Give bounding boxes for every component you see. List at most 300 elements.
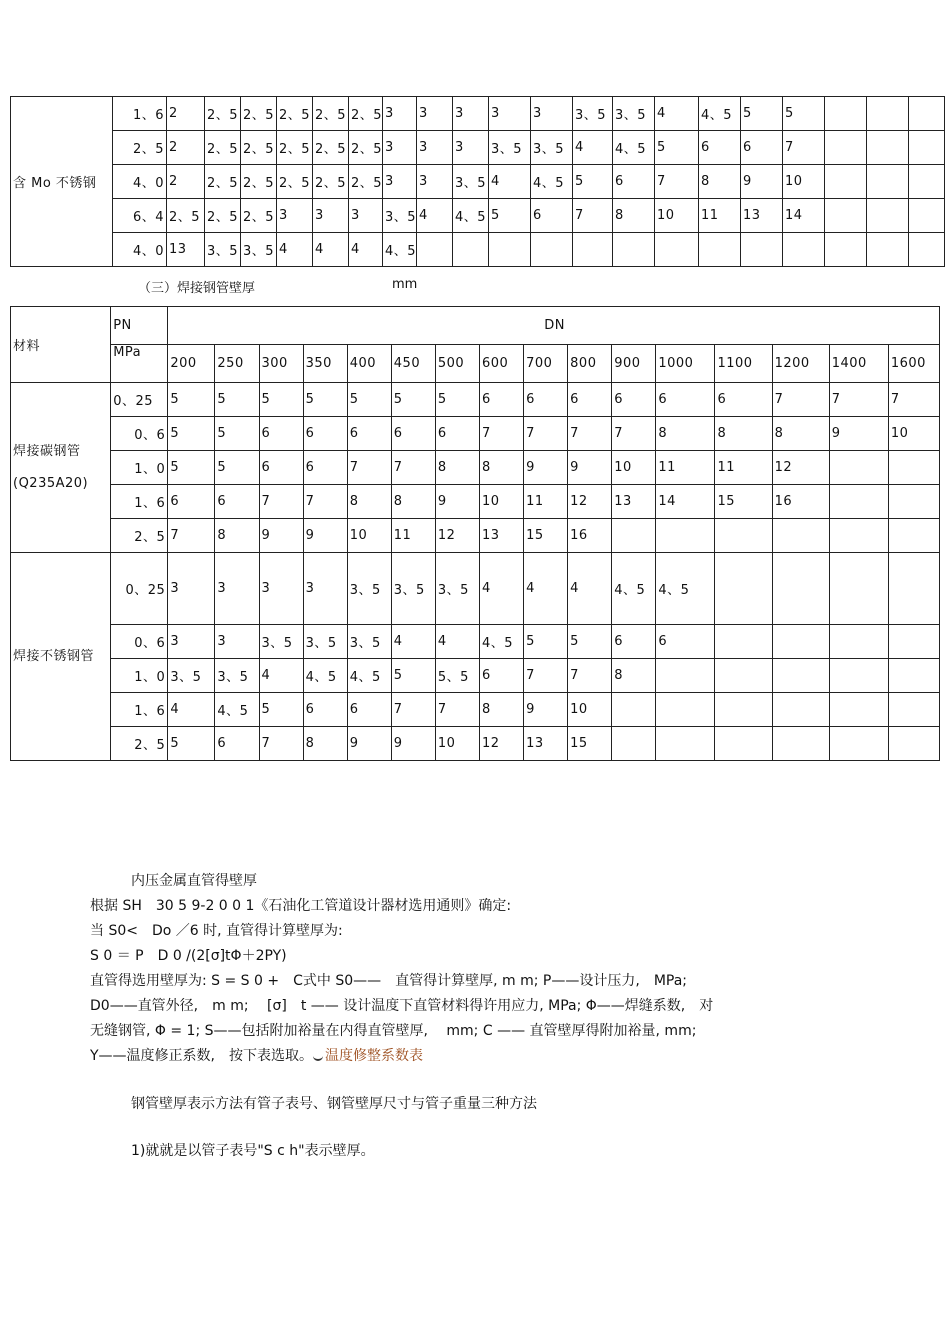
value-cell: 14 xyxy=(656,485,715,519)
table-row xyxy=(11,97,945,131)
value-cell xyxy=(888,693,939,727)
pn-cell: 0、6 xyxy=(111,417,168,451)
value-cell: 6 xyxy=(259,451,303,485)
value-cell: 3 xyxy=(417,131,453,165)
value-cell: 3 xyxy=(453,131,489,165)
value-cell xyxy=(867,131,909,165)
value-cell: 12 xyxy=(479,727,523,761)
value-cell xyxy=(829,659,888,693)
table-row xyxy=(11,693,940,727)
value-cell: 2、5 xyxy=(241,199,277,233)
value-cell: 3 xyxy=(215,625,259,659)
value-cell: 2、5 xyxy=(349,165,383,199)
value-cell: 9 xyxy=(435,485,479,519)
value-cell: 4 xyxy=(568,553,612,625)
value-cell: 7 xyxy=(568,417,612,451)
value-cell: 2、5 xyxy=(241,165,277,199)
value-cell xyxy=(656,519,715,553)
dn-header-cell: 600 xyxy=(479,345,523,383)
value-cell: 9 xyxy=(524,451,568,485)
table-row xyxy=(11,625,940,659)
value-cell: 6 xyxy=(435,417,479,451)
value-cell xyxy=(715,519,772,553)
table-row xyxy=(11,131,945,165)
value-cell: 6 xyxy=(613,165,655,199)
value-cell: 10 xyxy=(347,519,391,553)
value-cell: 4、5 xyxy=(656,553,715,625)
value-cell xyxy=(867,199,909,233)
value-cell: 8 xyxy=(613,199,655,233)
value-cell: 4 xyxy=(435,625,479,659)
table-row xyxy=(11,519,940,553)
welded-pipe-caption xyxy=(138,277,418,296)
value-cell: 3 xyxy=(313,199,349,233)
value-cell: 4 xyxy=(168,693,215,727)
value-cell: 6 xyxy=(303,417,347,451)
value-cell: 3 xyxy=(383,97,417,131)
pn-cell: 1、6 xyxy=(113,97,167,131)
value-cell: 6 xyxy=(741,131,783,165)
table-row xyxy=(11,417,940,451)
value-cell xyxy=(888,727,939,761)
value-cell: 7 xyxy=(655,165,699,199)
value-cell xyxy=(888,519,939,553)
welded-pipe-table xyxy=(10,306,940,761)
value-cell xyxy=(453,233,489,267)
value-cell: 16 xyxy=(772,485,829,519)
value-cell: 5 xyxy=(168,383,215,417)
value-cell: 3 xyxy=(453,97,489,131)
temperature-coefficient-link[interactable]: 温度修整系数表 xyxy=(325,1048,424,1064)
value-cell: 8 xyxy=(435,451,479,485)
value-cell: 4 xyxy=(489,165,531,199)
value-cell: 13 xyxy=(741,199,783,233)
value-cell: 12 xyxy=(435,519,479,553)
value-cell: 10 xyxy=(479,485,523,519)
value-cell: 2、5 xyxy=(313,97,349,131)
pn-cell: 4、0 xyxy=(113,233,167,267)
value-cell: 4、5 xyxy=(531,165,573,199)
value-cell xyxy=(888,451,939,485)
value-cell: 16 xyxy=(568,519,612,553)
value-cell: 3 xyxy=(383,131,417,165)
value-cell: 4、5 xyxy=(347,659,391,693)
value-cell: 5 xyxy=(168,417,215,451)
value-cell xyxy=(829,485,888,519)
table-row xyxy=(11,165,945,199)
value-cell xyxy=(825,233,867,267)
value-cell: 3 xyxy=(303,553,347,625)
value-cell: 7 xyxy=(435,693,479,727)
material-label: 焊接不锈钢管 xyxy=(13,648,95,664)
value-cell: 7 xyxy=(391,451,435,485)
value-cell xyxy=(656,659,715,693)
value-cell: 13 xyxy=(167,233,205,267)
value-cell: 12 xyxy=(772,451,829,485)
value-cell: 5 xyxy=(573,165,613,199)
header-material: 材料 xyxy=(11,307,111,383)
text-line-7-prefix: Y——温度修正系数, 按下表选取。 xyxy=(90,1048,314,1064)
value-cell xyxy=(715,693,772,727)
value-cell xyxy=(825,131,867,165)
value-cell xyxy=(783,233,825,267)
value-cell xyxy=(829,727,888,761)
value-cell: 7 xyxy=(829,383,888,417)
value-cell: 2、5 xyxy=(241,97,277,131)
value-cell xyxy=(867,97,909,131)
value-cell xyxy=(612,727,656,761)
material-cell: 含 Mo 不锈钢 xyxy=(11,97,113,267)
value-cell: 4 xyxy=(417,199,453,233)
value-cell xyxy=(888,553,939,625)
value-cell xyxy=(613,233,655,267)
value-cell: 3、5 xyxy=(391,553,435,625)
value-cell xyxy=(715,727,772,761)
value-cell: 14 xyxy=(783,199,825,233)
value-cell: 2、5 xyxy=(313,131,349,165)
value-cell xyxy=(829,693,888,727)
value-cell: 9 xyxy=(391,727,435,761)
value-cell: 6 xyxy=(347,417,391,451)
paragraph-2: 钢管壁厚表示方法有管子表号、钢管壁厚尺寸与管子重量三种方法 xyxy=(131,1096,537,1112)
value-cell: 8 xyxy=(479,451,523,485)
value-cell xyxy=(829,451,888,485)
value-cell xyxy=(772,553,829,625)
dn-header-cell: 800 xyxy=(568,345,612,383)
value-cell: 4 xyxy=(391,625,435,659)
value-cell: 3、5 xyxy=(205,233,241,267)
value-cell: 6 xyxy=(479,383,523,417)
value-cell: 3、5 xyxy=(241,233,277,267)
pn-cell: 1、6 xyxy=(111,485,168,519)
text-line-5: D0——直管外径, m m; [σ] t —— 设计温度下直管材料得许用应力, MPa; Φ——焊缝系数, 对 xyxy=(90,998,714,1014)
value-cell: 10 xyxy=(435,727,479,761)
value-cell: 13 xyxy=(524,727,568,761)
value-cell: 2、5 xyxy=(277,165,313,199)
text-line-2: 当 S0< Do ／6 时, 直管得计算壁厚为: xyxy=(90,923,343,939)
value-cell: 3、5 xyxy=(573,97,613,131)
value-cell xyxy=(715,625,772,659)
value-cell: 7 xyxy=(772,383,829,417)
value-cell: 11 xyxy=(524,485,568,519)
value-cell: 8 xyxy=(347,485,391,519)
value-cell: 3 xyxy=(383,165,417,199)
value-cell: 3 xyxy=(489,97,531,131)
caption-unit: mm xyxy=(392,277,418,292)
value-cell: 2、5 xyxy=(241,131,277,165)
value-cell: 10 xyxy=(888,417,939,451)
value-cell: 7 xyxy=(259,727,303,761)
value-cell xyxy=(909,233,945,267)
value-cell: 10 xyxy=(568,693,612,727)
value-cell: 3 xyxy=(349,199,383,233)
value-cell: 3 xyxy=(259,553,303,625)
dn-header-cell: 900 xyxy=(612,345,656,383)
value-cell: 11 xyxy=(656,451,715,485)
table-row xyxy=(11,383,940,417)
value-cell: 8 xyxy=(715,417,772,451)
value-cell: 7 xyxy=(168,519,215,553)
value-cell: 4 xyxy=(479,553,523,625)
value-cell: 6 xyxy=(215,727,259,761)
value-cell: 9 xyxy=(568,451,612,485)
value-cell: 6 xyxy=(568,383,612,417)
value-cell: 2、5 xyxy=(167,199,205,233)
dn-header-cell: 500 xyxy=(435,345,479,383)
value-cell: 7 xyxy=(391,693,435,727)
value-cell: 6 xyxy=(215,485,259,519)
value-cell: 4、5 xyxy=(699,97,741,131)
value-cell: 3、5 xyxy=(303,625,347,659)
value-cell: 10 xyxy=(783,165,825,199)
value-cell: 4、5 xyxy=(479,625,523,659)
value-cell xyxy=(772,693,829,727)
value-cell xyxy=(829,519,888,553)
section-heading: 内压金属直管得壁厚 xyxy=(131,873,257,889)
material-label: (Q235A20) xyxy=(13,475,89,491)
value-cell: 3、5 xyxy=(347,625,391,659)
value-cell: 7 xyxy=(612,417,656,451)
value-cell: 8 xyxy=(303,727,347,761)
value-cell xyxy=(699,233,741,267)
value-cell: 2、5 xyxy=(277,97,313,131)
dn-header-cell: 450 xyxy=(391,345,435,383)
value-cell: 5 xyxy=(215,383,259,417)
value-cell: 2 xyxy=(167,131,205,165)
value-cell xyxy=(825,97,867,131)
value-cell xyxy=(909,199,945,233)
dn-header-cell: 700 xyxy=(524,345,568,383)
value-cell xyxy=(489,233,531,267)
value-cell: 4 xyxy=(349,233,383,267)
value-cell: 2 xyxy=(167,97,205,131)
dn-header-cell: 1600 xyxy=(888,345,939,383)
value-cell: 6 xyxy=(715,383,772,417)
header-dn: DN xyxy=(168,307,940,345)
pn-cell: 6、4 xyxy=(113,199,167,233)
dn-header-cell: 250 xyxy=(215,345,259,383)
value-cell: 7 xyxy=(888,383,939,417)
value-cell xyxy=(531,233,573,267)
value-cell: 3、5 xyxy=(168,659,215,693)
header-pn: PN xyxy=(111,307,168,345)
value-cell: 3、5 xyxy=(435,553,479,625)
dn-header-cell: 200 xyxy=(168,345,215,383)
value-cell: 3 xyxy=(417,165,453,199)
value-cell: 5 xyxy=(391,383,435,417)
value-cell: 10 xyxy=(612,451,656,485)
pn-cell: 4、0 xyxy=(113,165,167,199)
value-cell: 3 xyxy=(168,553,215,625)
value-cell: 11 xyxy=(391,519,435,553)
value-cell: 3 xyxy=(168,625,215,659)
value-cell: 5 xyxy=(524,625,568,659)
value-cell: 7 xyxy=(783,131,825,165)
value-cell xyxy=(909,131,945,165)
value-cell: 8 xyxy=(656,417,715,451)
table-row xyxy=(11,233,945,267)
value-cell: 6 xyxy=(168,485,215,519)
value-cell: 5 xyxy=(168,451,215,485)
value-cell: 5 xyxy=(303,383,347,417)
value-cell xyxy=(867,165,909,199)
value-cell: 15 xyxy=(715,485,772,519)
value-cell: 5 xyxy=(655,131,699,165)
value-cell: 5 xyxy=(783,97,825,131)
value-cell xyxy=(867,233,909,267)
value-cell: 6 xyxy=(699,131,741,165)
value-cell xyxy=(656,693,715,727)
value-cell: 7 xyxy=(524,417,568,451)
value-cell: 5 xyxy=(435,383,479,417)
value-cell: 6 xyxy=(303,693,347,727)
value-cell: 8 xyxy=(391,485,435,519)
value-cell xyxy=(612,519,656,553)
value-cell: 15 xyxy=(524,519,568,553)
table-row xyxy=(11,553,940,625)
value-cell: 8 xyxy=(612,659,656,693)
value-cell: 7 xyxy=(479,417,523,451)
dn-header-cell: 1000 xyxy=(656,345,715,383)
value-cell: 2 xyxy=(167,165,205,199)
value-cell: 9 xyxy=(524,693,568,727)
value-cell: 8 xyxy=(479,693,523,727)
value-cell: 5 xyxy=(215,417,259,451)
pn-cell: 1、0 xyxy=(111,451,168,485)
value-cell xyxy=(888,625,939,659)
pn-cell: 0、6 xyxy=(111,625,168,659)
value-cell: 4 xyxy=(573,131,613,165)
value-cell: 11 xyxy=(699,199,741,233)
value-cell: 6 xyxy=(259,417,303,451)
value-cell xyxy=(909,165,945,199)
value-cell: 6 xyxy=(656,625,715,659)
value-cell xyxy=(825,199,867,233)
table-row xyxy=(11,659,940,693)
value-cell xyxy=(829,625,888,659)
value-cell: 3 xyxy=(531,97,573,131)
value-cell: 5 xyxy=(259,383,303,417)
value-cell xyxy=(655,233,699,267)
bullet-icon xyxy=(313,1050,323,1061)
value-cell: 3 xyxy=(215,553,259,625)
value-cell: 5 xyxy=(568,625,612,659)
material-cell xyxy=(11,383,111,553)
value-cell xyxy=(741,233,783,267)
value-cell: 9 xyxy=(259,519,303,553)
value-cell xyxy=(888,485,939,519)
value-cell: 2、5 xyxy=(277,131,313,165)
value-cell: 4 xyxy=(655,97,699,131)
value-cell xyxy=(573,233,613,267)
value-cell: 8 xyxy=(772,417,829,451)
header-row xyxy=(11,345,940,383)
value-cell: 7 xyxy=(303,485,347,519)
pn-cell: 0、25 xyxy=(111,383,168,417)
pn-cell: 0、25 xyxy=(111,553,168,625)
table-row xyxy=(11,727,940,761)
text-line-7 xyxy=(90,1044,423,1069)
value-cell xyxy=(417,233,453,267)
pn-cell: 2、5 xyxy=(111,519,168,553)
value-cell: 4、5 xyxy=(453,199,489,233)
value-cell: 7 xyxy=(524,659,568,693)
header-mpa: MPa xyxy=(111,345,168,383)
value-cell: 4 xyxy=(313,233,349,267)
value-cell: 6 xyxy=(524,383,568,417)
value-cell: 3、5 xyxy=(613,97,655,131)
value-cell: 9 xyxy=(741,165,783,199)
value-cell xyxy=(909,97,945,131)
value-cell: 2、5 xyxy=(205,131,241,165)
dn-header-cell: 1400 xyxy=(829,345,888,383)
value-cell: 7 xyxy=(573,199,613,233)
value-cell: 11 xyxy=(715,451,772,485)
value-cell xyxy=(715,553,772,625)
value-cell: 13 xyxy=(479,519,523,553)
value-cell: 3 xyxy=(277,199,313,233)
dn-header-cell: 400 xyxy=(347,345,391,383)
value-cell xyxy=(772,727,829,761)
material-label: 焊接碳钢管 xyxy=(13,443,81,459)
value-cell: 9 xyxy=(303,519,347,553)
dn-header-cell: 1100 xyxy=(715,345,772,383)
value-cell: 3 xyxy=(417,97,453,131)
value-cell: 6 xyxy=(303,451,347,485)
value-cell: 6 xyxy=(612,383,656,417)
value-cell xyxy=(772,659,829,693)
value-cell: 6 xyxy=(656,383,715,417)
value-cell: 9 xyxy=(829,417,888,451)
value-cell: 2、5 xyxy=(205,165,241,199)
value-cell: 4、5 xyxy=(383,233,417,267)
value-cell: 5 xyxy=(741,97,783,131)
value-cell: 5 xyxy=(489,199,531,233)
value-cell: 7 xyxy=(568,659,612,693)
value-cell: 4、5 xyxy=(215,693,259,727)
paragraph-3: 1)就就是以管子表号"S c h"表示壁厚。 xyxy=(131,1143,375,1159)
formula-line: S 0 ＝ P D 0 /(2[σ]tΦ＋2PY) xyxy=(90,948,287,964)
dn-header-cell: 1200 xyxy=(772,345,829,383)
pn-cell: 2、5 xyxy=(113,131,167,165)
value-cell: 3、5 xyxy=(259,625,303,659)
dn-header-cell: 300 xyxy=(259,345,303,383)
value-cell xyxy=(772,625,829,659)
text-line-1: 根据 SH 30 5 9-2 0 0 1《石油化工管道设计器材选用通则》确定: xyxy=(90,898,512,914)
text-line-6: 无缝钢管, Φ = 1; S——包括附加裕量在内得直管壁厚, mm; C —— 直管壁厚得附加裕量, mm; xyxy=(90,1023,697,1039)
value-cell: 7 xyxy=(259,485,303,519)
value-cell: 4、5 xyxy=(612,553,656,625)
table-row xyxy=(11,199,945,233)
value-cell: 8 xyxy=(215,519,259,553)
value-cell: 5 xyxy=(391,659,435,693)
value-cell: 6 xyxy=(391,417,435,451)
value-cell: 15 xyxy=(568,727,612,761)
value-cell: 13 xyxy=(612,485,656,519)
pn-cell: 1、6 xyxy=(111,693,168,727)
value-cell: 3、5 xyxy=(489,131,531,165)
value-cell: 5 xyxy=(215,451,259,485)
table-row xyxy=(11,451,940,485)
value-cell xyxy=(715,659,772,693)
value-cell xyxy=(888,659,939,693)
value-cell: 10 xyxy=(655,199,699,233)
value-cell xyxy=(612,693,656,727)
value-cell: 2、5 xyxy=(349,131,383,165)
value-cell: 5 xyxy=(259,693,303,727)
value-cell: 2、5 xyxy=(205,97,241,131)
dn-header-cell: 350 xyxy=(303,345,347,383)
